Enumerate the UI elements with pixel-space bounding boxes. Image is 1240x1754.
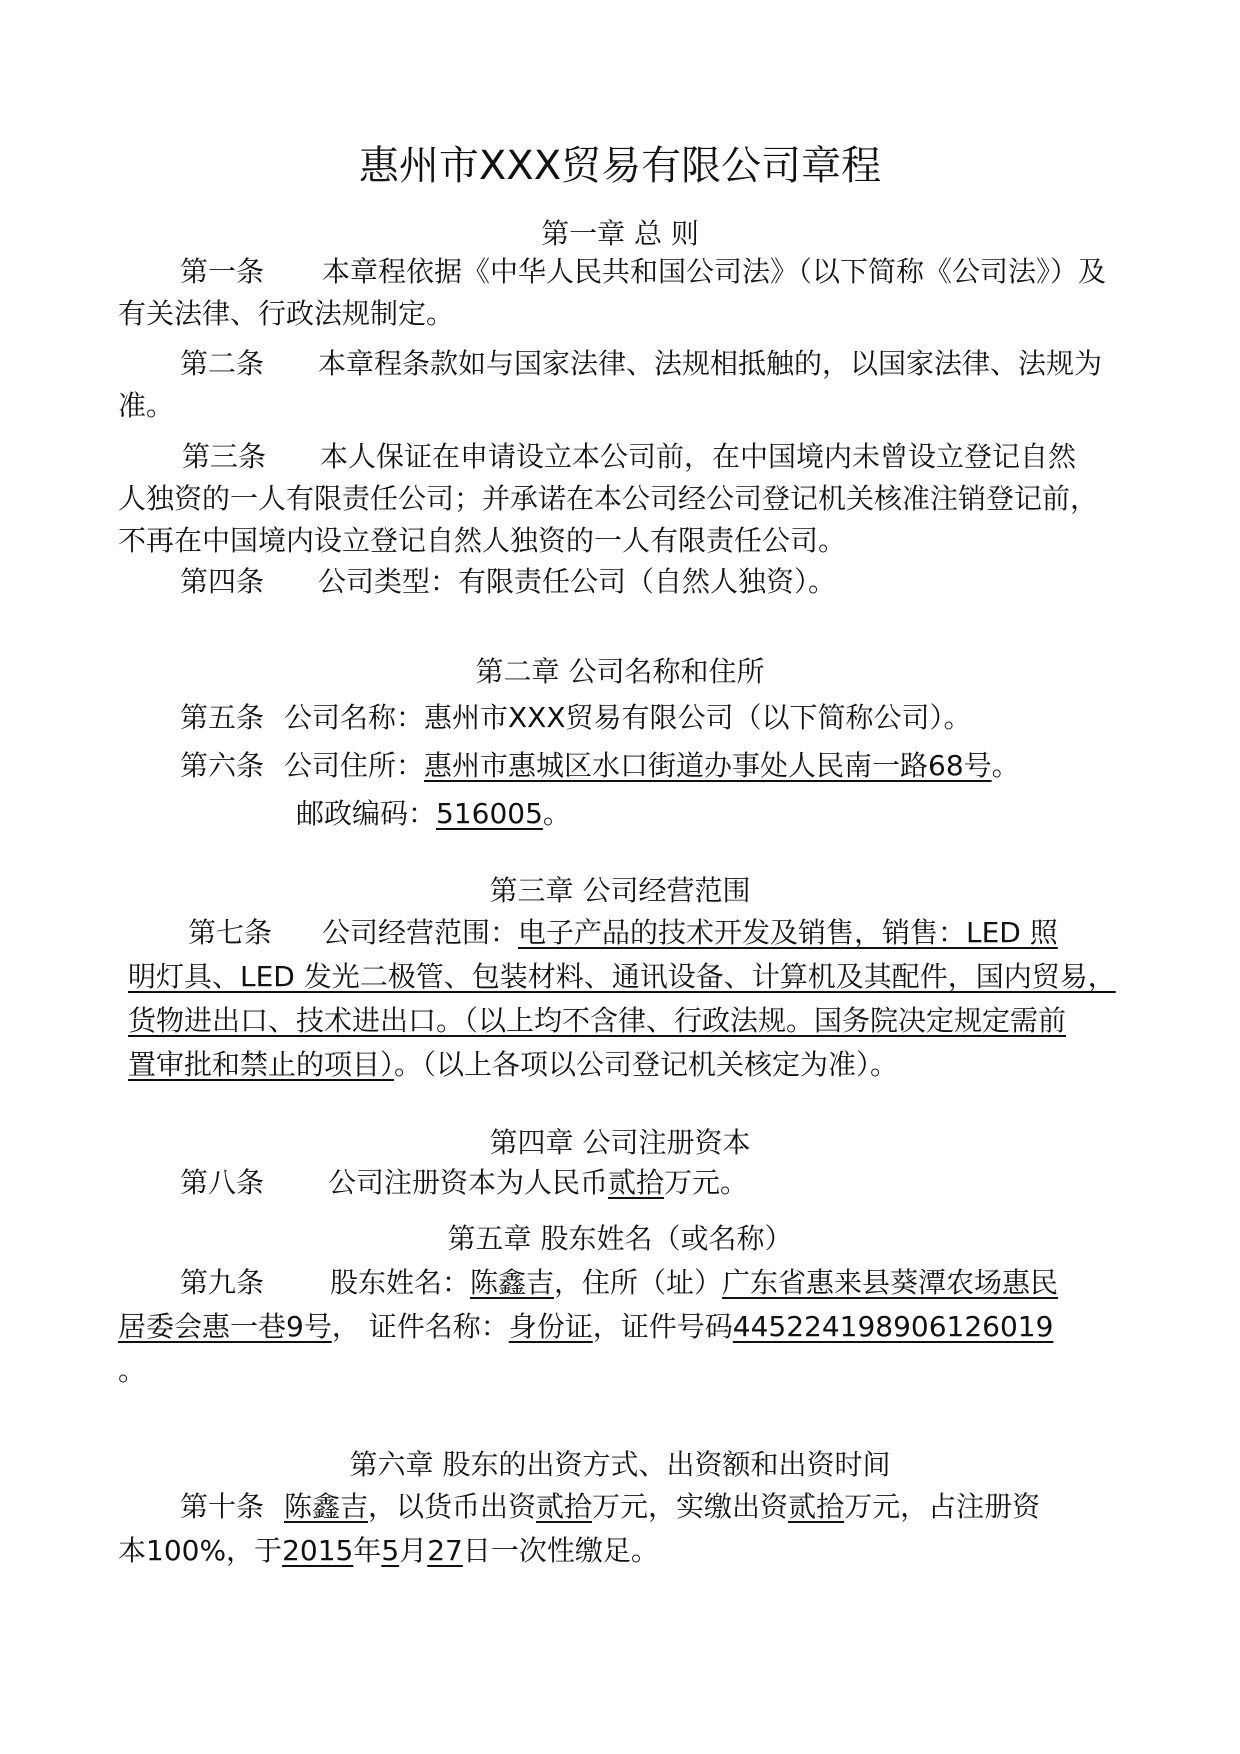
article-1-text-line1: 本章程依据《中华人民共和国公司法》（以下简称《公司法》）及 (322, 255, 1107, 288)
article-7-line1 (322, 912, 1058, 954)
subscribed-amount: 贰拾 (536, 1490, 593, 1523)
postal-prefix: 邮政编码： (296, 797, 437, 830)
paid-in-amount: 贰拾 (788, 1490, 845, 1523)
contributor-name: 陈鑫吉 (284, 1490, 369, 1523)
contribution-text-4: 本100%，于 (118, 1534, 283, 1567)
business-scope-prefix: 公司经营范围： (322, 916, 519, 949)
article-5-label: 第五条 (180, 701, 265, 734)
chapter-2-heading: 第二章 公司名称和住所 (475, 655, 765, 688)
business-scope-line4: 置审批和禁止的项目） (128, 1048, 395, 1081)
article-1-label: 第一条 (180, 255, 265, 288)
contribution-text-2: 万元，实缴出资 (592, 1490, 789, 1523)
article-5-text: 公司名称：惠州市XXX贸易有限公司（以下简称公司）。 (284, 701, 972, 734)
article-10-line2 (118, 1530, 659, 1572)
chapter-3-heading: 第三章 公司经营范围 (489, 874, 751, 907)
postal-code-line (296, 793, 571, 835)
residence-label: ，住所（址） (554, 1266, 723, 1299)
business-scope-line1: 电子产品的技术开发及销售，销售：LED 照 (518, 916, 1058, 949)
id-number: 445224198906126019 (732, 1310, 1054, 1343)
payment-year: 2015 (282, 1534, 354, 1567)
chapter-6-heading: 第六章 股东的出资方式、出资额和出资时间 (349, 1448, 891, 1481)
article-7-line4 (128, 1044, 898, 1086)
address-suffix: 。 (991, 749, 1020, 782)
article-8-label: 第八条 (180, 1166, 265, 1199)
shareholder-name: 陈鑫吉 (470, 1266, 555, 1299)
document-title: 惠州市XXX贸易有限公司章程 (358, 143, 882, 189)
article-9-label: 第九条 (180, 1266, 265, 1299)
shareholder-address-line2: 居委会惠一巷9号 (118, 1310, 332, 1343)
capital-suffix: 万元。 (664, 1166, 749, 1199)
address-prefix: 公司住所： (284, 749, 425, 782)
article-8-text (328, 1162, 748, 1204)
contribution-text-1: ，以货币出资 (368, 1490, 537, 1523)
month-label: 月 (399, 1534, 428, 1567)
company-address: 惠州市惠城区水口街道办事处人民南一路68号 (424, 749, 992, 782)
article-3-text-line2: 人独资的一人有限责任公司；并承诺在本公司经公司登记机关核准注销登记前， (118, 482, 1099, 515)
business-scope-line3: 货物进出口、技术进出口。（以上均不含律、行政法规。国务院决定规定需前 (128, 1004, 1067, 1037)
article-10-line1 (284, 1486, 1040, 1528)
article-2-label: 第二条 (180, 347, 265, 380)
article-10-label: 第十条 (180, 1490, 265, 1523)
payment-day: 27 (427, 1534, 463, 1567)
chapter-1-heading: 第一章 总 则 (541, 217, 699, 250)
postal-suffix: 。 (542, 797, 571, 830)
article-3-label: 第三条 (182, 440, 267, 473)
year-label: 年 (353, 1534, 382, 1567)
article-4-text: 公司类型：有限责任公司（自然人独资）。 (318, 565, 837, 598)
business-scope-suffix: 。（以上各项以公司登记机关核定为准）。 (394, 1048, 899, 1081)
article-6-text (284, 745, 1020, 787)
shareholder-name-prefix: 股东姓名： (330, 1266, 471, 1299)
article-6-label: 第六条 (180, 749, 265, 782)
article-9-line2 (118, 1306, 1053, 1348)
payment-month: 5 (381, 1534, 400, 1567)
article-3-text-line1: 本人保证在申请设立本公司前，在中国境内未曾设立登记自然 (320, 440, 1077, 473)
chapter-4-heading: 第四章 公司注册资本 (489, 1126, 751, 1159)
article-2-text-line2: 准。 (118, 389, 175, 422)
article-3-text-line3: 不再在中国境内设立登记自然人独资的一人有限责任公司。 (118, 524, 847, 557)
capital-prefix: 公司注册资本为人民币 (328, 1166, 609, 1199)
registered-capital: 贰拾 (608, 1166, 665, 1199)
shareholder-address-line1: 广东省惠来县葵潭农场惠民 (722, 1266, 1059, 1299)
article-9-line1 (330, 1262, 1058, 1304)
article-7-label: 第七条 (188, 916, 273, 949)
contribution-text-3: 万元，占注册资 (844, 1490, 1041, 1523)
postal-code: 516005 (436, 797, 543, 830)
id-type: 身份证 (508, 1310, 593, 1343)
article-9-line3: 。 (118, 1354, 147, 1387)
business-scope-line2: 明灯具、LED 发光二极管、包装材料、通讯设备、计算机及其配件，国内贸易， (128, 960, 1116, 993)
day-label: 日一次性缴足。 (462, 1534, 659, 1567)
article-2-text-line1: 本章程条款如与国家法律、法规相抵触的，以国家法律、法规为 (318, 347, 1103, 380)
article-4-label: 第四条 (180, 565, 265, 598)
id-number-label: ，证件号码 (592, 1310, 733, 1343)
article-1-text-line2: 有关法律、行政法规制定。 (118, 297, 455, 330)
chapter-5-heading: 第五章 股东姓名（或名称） (447, 1222, 793, 1255)
id-type-label: ， 证件名称： (331, 1310, 509, 1343)
